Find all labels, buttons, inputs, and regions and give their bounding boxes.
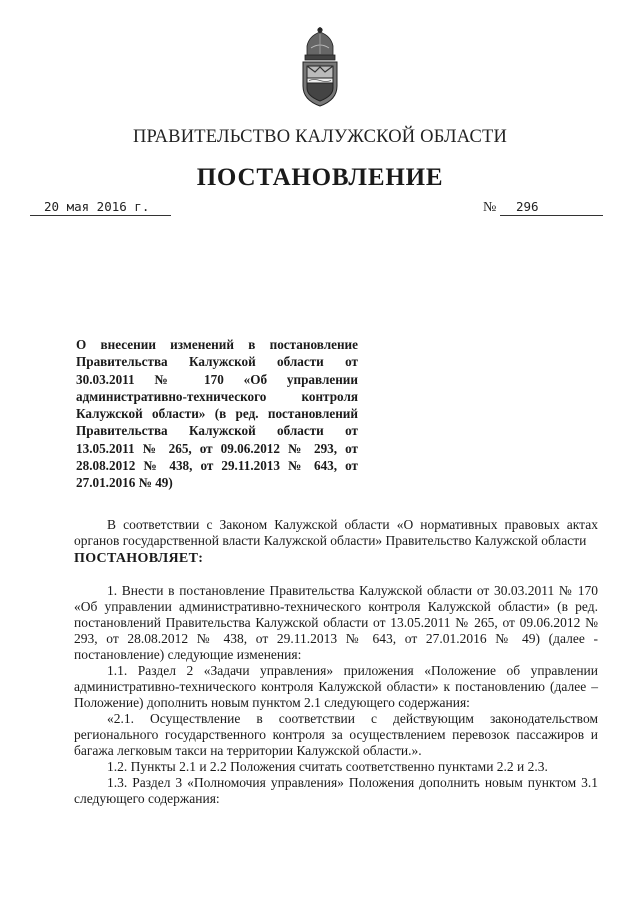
items-list <box>74 583 598 807</box>
document-subject: О внесении изменений в постановление Правительства Калужской области от 30.03.2011 № 170 «Об управлении административно-технического контроля Калужской области» (в ред. постановлений Правительства Калужской области от 13.05.2011 № 265, от 09.06.2012 № 293, от 28.08.2012 № 438, от 29.11.2013 № 643, от 27.01.2016 № 49) <box>76 337 358 491</box>
coat-of-arms-icon <box>295 26 345 110</box>
number-underline <box>500 200 603 216</box>
list-item: 1.2. Пункты 2.1 и 2.2 Положения считать соответственно пунктами 2.2 и 2.3. <box>107 759 548 774</box>
document-date: 20 мая 2016 г. <box>44 199 150 214</box>
number-sign: № <box>483 200 497 215</box>
date-field <box>30 199 171 216</box>
list-item: 1.1. Раздел 2 «Задачи управления» приложения «Положение об управлении административно-технического контроля Калужской области» к постановлению (далее – Положение) дополнить новым пунктом 2.1 следующего содержания: <box>74 663 598 710</box>
document-type: ПОСТАНОВЛЕНИЕ <box>196 164 444 191</box>
number-field <box>483 200 603 216</box>
preamble <box>74 517 598 549</box>
list-item: «2.1. Осуществление в соответствии с действующим законодательством регионального государственного контроля за осуществлением перевозок пассажиров и багажа легковым такси на территории Калужской области.». <box>74 711 598 758</box>
preamble-text: В соответствии с Законом Калужской области «О нормативных правовых актах органов государственной власти Калужской области» Правительство Калужской области <box>74 517 598 548</box>
resolve-heading: ПОСТАНОВЛЯЕТ: <box>74 551 204 566</box>
document-number: 296 <box>516 199 539 214</box>
list-item: 1. Внести в постановление Правительства Калужской области от 30.03.2011 № 170 «Об управлении административно-технического контроля Калужской области» (в ред. постановлений Правительства Калужской области от 13.05.2011 № 265, от 09.06.2012 № 293, от 28.08.2012 № 438, от 29.11.2013 № 643, от 27.01.2016 № 49) (далее - постановление) следующие изменения: <box>74 583 598 662</box>
list-item: 1.3. Раздел 3 «Полномочия управления» Положения дополнить новым пунктом 3.1 следующего содержания: <box>74 775 598 806</box>
government-name: ПРАВИТЕЛЬСТВО КАЛУЖСКОЙ ОБЛАСТИ <box>132 127 508 147</box>
